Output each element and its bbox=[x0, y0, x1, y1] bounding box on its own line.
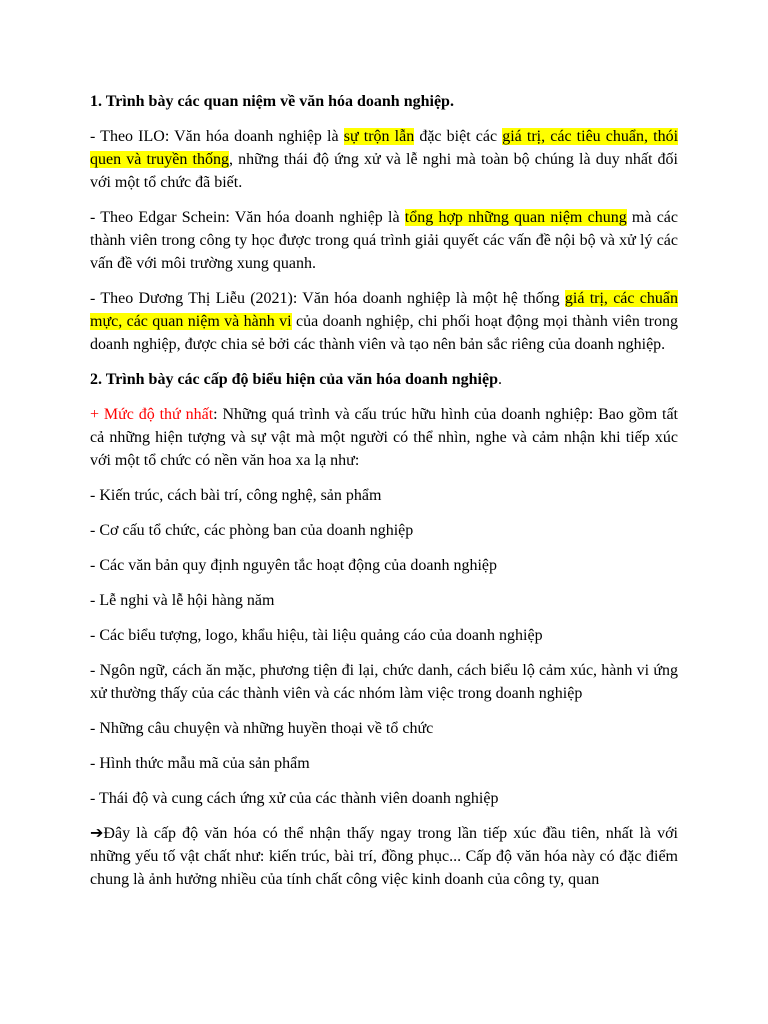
heading-2 bbox=[90, 368, 678, 391]
paragraph-duong-thi-lieu bbox=[90, 287, 678, 356]
list-item: - Kiến trúc, cách bài trí, công nghệ, sản phẩm bbox=[90, 487, 382, 504]
list-item: - Cơ cấu tổ chức, các phòng ban của doanh nghiệp bbox=[90, 522, 414, 539]
list-item: - Hình thức mẫu mã của sản phẩm bbox=[90, 755, 310, 772]
text-span: mà các thành viên trong công ty học được trong quá trình giải quyết các vấn đề nội bộ và xử lý các vấn đề với môi trường xung quanh. bbox=[90, 209, 679, 272]
paragraph-conclusion bbox=[90, 822, 678, 891]
list-item: - Các biểu tượng, logo, khẩu hiệu, tài liệu quảng cáo của doanh nghiệp bbox=[90, 627, 543, 644]
text-span: đặc biệt các bbox=[414, 128, 503, 145]
list-item: - Lễ nghi và lễ hội hàng năm bbox=[90, 592, 275, 609]
text-span: - Theo Edgar Schein: Văn hóa doanh nghiệp là bbox=[90, 209, 405, 226]
highlight: giá trị, các tiêu chuẩn, thói quen và truyền thống bbox=[90, 128, 679, 168]
level-label: + Mức độ thứ nhất bbox=[90, 406, 214, 423]
list-item: - Các văn bản quy định nguyên tắc hoạt động của doanh nghiệp bbox=[90, 557, 497, 574]
list-item: - Thái độ và cung cách ứng xử của các thành viên doanh nghiệp bbox=[90, 790, 499, 807]
text-span: Đây là cấp độ văn hóa có thể nhận thấy ngay trong lần tiếp xúc đầu tiên, nhất là với những yếu tố vật chất như: kiến trúc, bài trí, đồng phục... Cấp độ văn hóa này có đặc điểm chung là ảnh hưởng nhiều của tính chất công việc kinh doanh của công ty, quan bbox=[90, 825, 678, 888]
text-span: của doanh nghiệp, chi phối hoạt động mọi thành viên trong doanh nghiệp, được chia sẻ bởi các thành viên và tạo nên bản sắc riêng của doanh nghiệp. bbox=[90, 313, 678, 353]
feature-list bbox=[90, 484, 678, 810]
text-span: : Những quá trình và cấu trúc hữu hình của doanh nghiệp: Bao gồm tất cả những hiện tượng và sự vật mà một người có thể nhìn, nghe và cảm nhận khi tiếp xúc với một tổ chức có nền văn hoa xa lạ như: bbox=[90, 406, 679, 469]
list-item: - Những câu chuyện và những huyền thoại về tổ chức bbox=[90, 720, 434, 737]
arrow-icon: ➔ bbox=[90, 825, 104, 842]
list-item: - Ngôn ngữ, cách ăn mặc, phương tiện đi lại, chức danh, cách biểu lộ cảm xúc, hành vi ứng xử thường thấy của các thành viên và các nhóm làm việc trong doanh nghiệp bbox=[90, 662, 678, 702]
heading-2-text: 2. Trình bày các cấp độ biểu hiện của văn hóa doanh nghiệp bbox=[90, 371, 498, 388]
highlight: tổng hợp những quan niệm chung bbox=[404, 209, 627, 226]
paragraph-ilo bbox=[90, 125, 678, 194]
text-span: , những thái độ ứng xử và lễ nghi mà toàn bộ chúng là duy nhất đối với một tổ chức đã biết. bbox=[90, 151, 678, 191]
heading-1: 1. Trình bày các quan niệm về văn hóa doanh nghiệp. bbox=[90, 93, 454, 110]
highlight: giá trị, các chuẩn mực, các quan niệm và hành vi bbox=[90, 290, 678, 330]
paragraph-schein bbox=[90, 206, 678, 275]
highlight: sự trộn lẫn bbox=[343, 128, 415, 145]
paragraph-level-1 bbox=[90, 403, 678, 472]
text-span: - Theo ILO: Văn hóa doanh nghiệp là bbox=[90, 128, 344, 145]
heading-2-period: . bbox=[497, 371, 502, 388]
text-span: - Theo Dương Thị Liễu (2021): Văn hóa doanh nghiệp là một hệ thống bbox=[90, 290, 565, 307]
